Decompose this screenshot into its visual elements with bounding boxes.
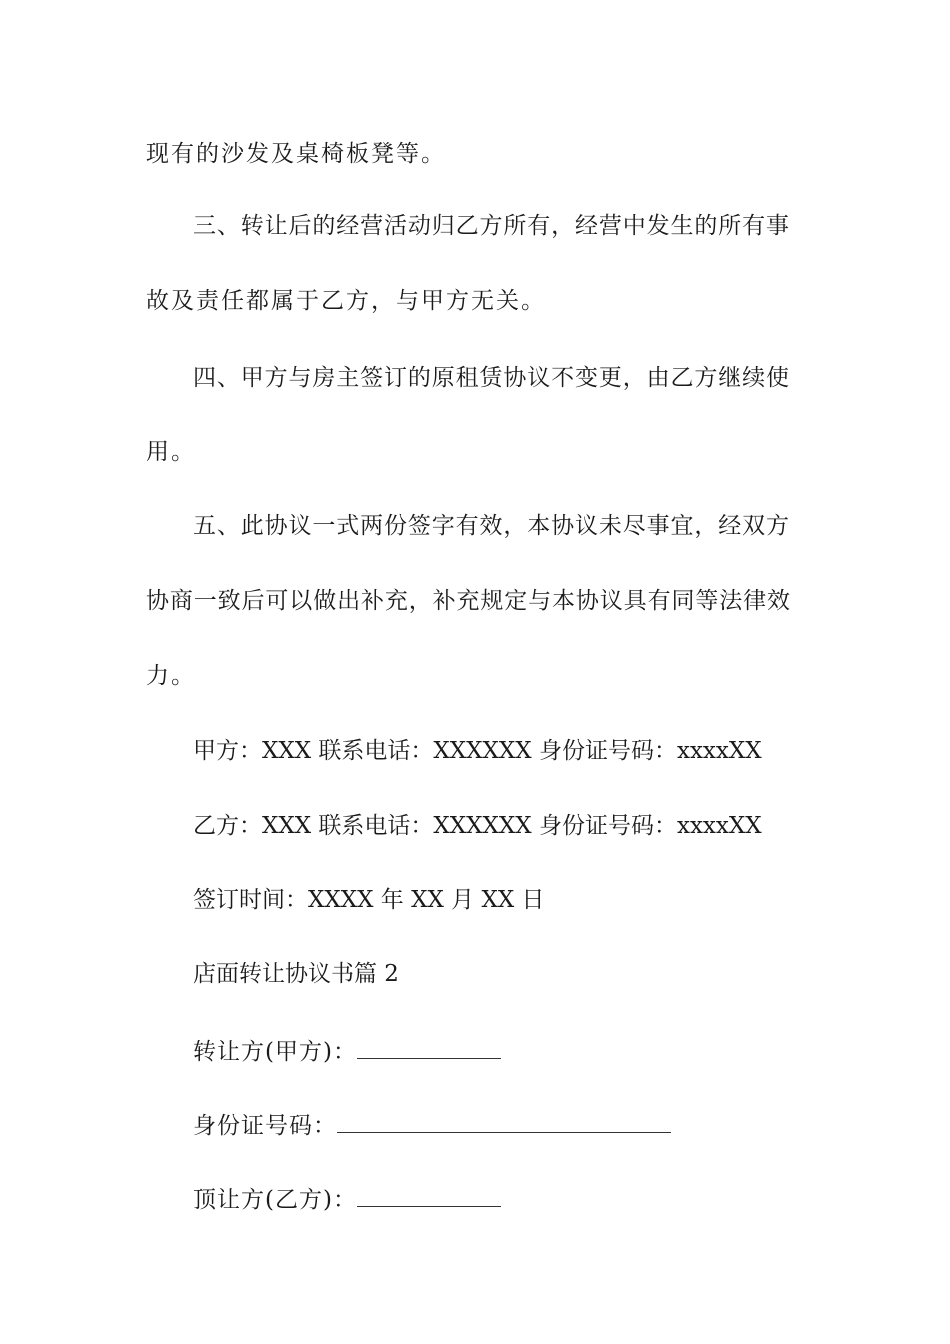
transferee-blank[interactable]: [357, 1184, 501, 1207]
transferor-label: 转让方(甲方)：: [193, 1039, 357, 1065]
transferor-field: [193, 1036, 501, 1068]
paragraph-line-1: 现有的沙发及桌椅板凳等。: [146, 141, 446, 167]
paragraph-line-6: 五、此协议一式两份签字有效，本协议未尽事宜，经双方: [193, 513, 789, 539]
sign-date: 签订时间：XXXX 年 XX 月 XX 日: [193, 887, 545, 913]
paragraph-line-5: 用。: [146, 439, 196, 465]
id-number-label: 身份证号码：: [193, 1113, 337, 1139]
transferee-label: 顶让方(乙方)：: [193, 1187, 357, 1213]
paragraph-line-2: 三、转让后的经营活动归乙方所有，经营中发生的所有事: [193, 213, 789, 239]
paragraph-line-4: 四、甲方与房主签订的原租赁协议不变更，由乙方继续使: [193, 365, 789, 391]
id-number-field: [193, 1110, 671, 1142]
transferee-field: [193, 1184, 501, 1216]
transferor-blank[interactable]: [357, 1036, 501, 1059]
party-a-info: 甲方：XXX 联系电话：XXXXXX 身份证号码：xxxxXX: [193, 738, 762, 764]
paragraph-line-3: 故及责任都属于乙方，与甲方无关。: [146, 288, 546, 314]
paragraph-line-8: 力。: [146, 663, 196, 689]
paragraph-line-7: 协商一致后可以做出补充，补充规定与本协议具有同等法律效: [146, 588, 790, 614]
section-title: 店面转让协议书篇 2: [193, 961, 399, 987]
party-b-info: 乙方：XXX 联系电话：XXXXXX 身份证号码：xxxxXX: [193, 813, 762, 839]
id-number-blank[interactable]: [337, 1110, 671, 1133]
